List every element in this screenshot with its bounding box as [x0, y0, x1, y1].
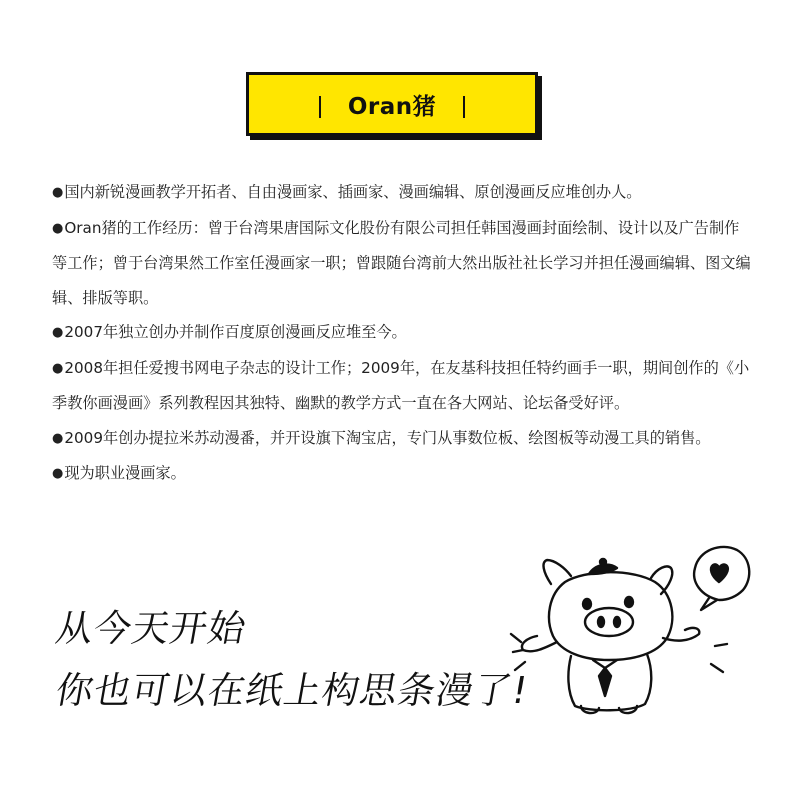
bio-paragraph: ●国内新锐漫画教学开拓者、自由漫画家、插画家、漫画编辑、原创漫画反应堆创办人。 [52, 183, 642, 201]
author-name: Oran猪 [347, 93, 437, 120]
pig-mascot-icon [505, 538, 755, 718]
bio-paragraph: ●2008年担任爱搜书网电子杂志的设计工作；2009年，在友基科技担任特约画手一职，期间创作的《小季教你画漫画》系列教程因其独特、幽默的教学方式一直在各大网站、论坛备受好评。 [52, 358, 750, 412]
bio-paragraph: ●2009年创办提拉米苏动漫番，并开设旗下淘宝店，专门从事数位板、绘图板等动漫工具的销售。 [52, 428, 711, 447]
bullet-icon: ● [52, 185, 64, 200]
bio-paragraph: ●Oran猪的工作经历：曾于台湾果唐国际文化股份有限公司担任韩国漫画封面绘制、设计以及广告制作等工作；曾于台湾果然工作室任漫画家一职；曾跟随台湾前大然出版社社长学习并担任漫画编辑、图文编辑、排版等职。 [52, 218, 751, 307]
slogan-line-1: 从今天开始 [52, 607, 250, 650]
slogan-line-2: 你也可以在纸上构思条漫了! [52, 669, 532, 712]
author-bio [52, 175, 752, 492]
bio-paragraph: ●现为职业漫画家。 [52, 464, 186, 482]
bullet-icon: ● [52, 325, 64, 340]
title-banner [246, 72, 538, 136]
bullet-icon: ● [52, 360, 64, 376]
bullet-icon: ● [52, 466, 64, 481]
heart-speech-bubble-icon [694, 547, 749, 610]
title-divider-left [319, 96, 321, 118]
bullet-icon: ● [52, 430, 64, 446]
bio-paragraph: ●2007年独立创办并制作百度原创漫画反应堆至今。 [52, 323, 407, 341]
title-divider-right [463, 96, 465, 118]
bullet-icon: ● [52, 220, 64, 236]
